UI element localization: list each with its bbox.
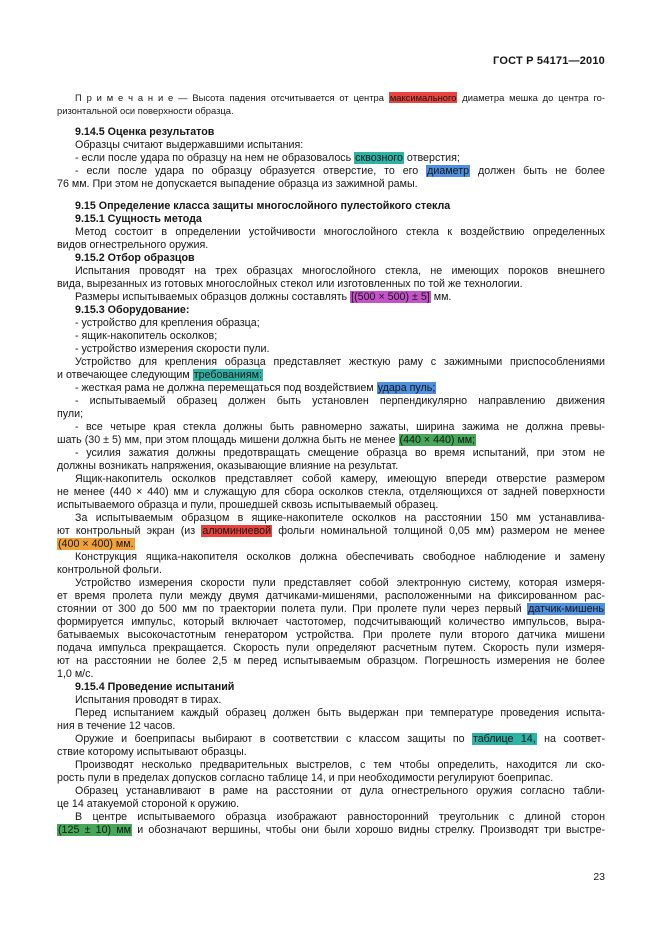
text-line bbox=[57, 421, 605, 434]
highlight-teal: требованиям: bbox=[193, 369, 262, 381]
text-line bbox=[57, 343, 605, 356]
text-segment: диаметра мешка до центра го- bbox=[457, 92, 605, 103]
highlight-red: алюминиевой bbox=[202, 525, 272, 537]
text-line bbox=[57, 239, 605, 252]
text-segment: Образец устанавливают в раме на расстоянии от дула огнестрельного оружия согласно табли- bbox=[75, 785, 605, 797]
text-line bbox=[57, 434, 605, 447]
text-line bbox=[57, 577, 605, 590]
section-heading bbox=[57, 213, 605, 226]
text-segment: 9.15.4 Проведение испытаний bbox=[75, 681, 235, 693]
page-number: 23 bbox=[593, 871, 605, 883]
text-line bbox=[57, 538, 605, 551]
text-segment: Устройство для крепления образца представляет жесткую раму с зажимными приспособлениями bbox=[75, 356, 605, 368]
text-line bbox=[57, 785, 605, 798]
text-line bbox=[57, 707, 605, 720]
text-segment: рость пули в пределах допусков согласно таблице 14, и при необходимости регулируют боеприпас. bbox=[57, 772, 554, 784]
text-segment: - устройство для крепления образца; bbox=[75, 317, 260, 329]
text-line bbox=[57, 603, 605, 616]
text-segment: пули; bbox=[57, 408, 84, 420]
text-line bbox=[57, 408, 605, 421]
text-line bbox=[57, 746, 605, 759]
text-line bbox=[57, 460, 605, 473]
text-line bbox=[57, 759, 605, 772]
text-segment: стоянии от 300 до 500 мм по траектории полета пули. При пролете пули через первый bbox=[57, 603, 528, 615]
note-line bbox=[57, 104, 605, 117]
text-segment: ют контрольный экран (из bbox=[57, 525, 202, 537]
text-line bbox=[57, 512, 605, 525]
text-line bbox=[57, 382, 605, 395]
text-line bbox=[57, 152, 605, 165]
text-line bbox=[57, 824, 605, 837]
text-segment: ризонтальной оси поверхности образца. bbox=[57, 105, 234, 116]
text-segment: - испытываемый образец должен быть установлен перпендикулярно направлению движения bbox=[75, 395, 605, 407]
text-segment: - усилия зажатия должны предотвращать смещение образца во время испытаний, при этом не bbox=[75, 447, 605, 459]
text-line bbox=[57, 165, 605, 178]
text-line bbox=[57, 473, 605, 486]
text-segment: мм. bbox=[430, 291, 452, 303]
text-segment: ния в течение 12 часов. bbox=[57, 720, 176, 732]
text-line bbox=[57, 655, 605, 668]
text-line bbox=[57, 616, 605, 629]
text-line bbox=[57, 486, 605, 499]
text-segment: Конструкция ящика-накопителя осколков должна обеспечивать свободное наблюдение и замену bbox=[75, 551, 605, 563]
text-segment: 9.15.2 Отбор образцов bbox=[75, 252, 195, 264]
text-segment: Образцы считают выдержавшими испытания: bbox=[75, 139, 304, 151]
text-segment: формируется импульс, который включает частотомер, подсчитывающий количество импульсов, выра- bbox=[57, 616, 605, 628]
highlight-blue: диаметр bbox=[427, 165, 470, 177]
text-line bbox=[57, 369, 605, 382]
text-segment: ствие которому испытывают образцы. bbox=[57, 746, 247, 758]
text-line bbox=[57, 564, 605, 577]
text-segment: испытываемого образца и пули, прошедшей сквозь испытываемый образец. bbox=[57, 499, 439, 511]
text-line bbox=[57, 551, 605, 564]
text-segment: на соответ- bbox=[536, 733, 605, 745]
text-segment: Оружие и боеприпасы выбирают в соответствии с классом защиты по bbox=[75, 733, 472, 745]
text-segment: 76 мм. При этом не допускается выпадение образца из зажимной рамы. bbox=[57, 178, 418, 190]
highlight-green: (125 ± 10) мм bbox=[58, 824, 132, 836]
text-line bbox=[57, 330, 605, 343]
section-heading bbox=[57, 681, 605, 694]
text-segment: - все четыре края стекла должны быть равномерно зажаты, ширина зажима не должна превы- bbox=[75, 421, 605, 433]
text-segment: ет время пролета пули между двумя датчиками-мишенями, расположенными на фиксированном рас- bbox=[57, 590, 605, 602]
text-segment: - если после удара по образцу образуется отверстие, то его bbox=[75, 165, 427, 177]
text-segment: фольги номинальной толщиной 0,05 мм) размером не менее bbox=[272, 525, 605, 537]
text-segment: - устройство измерения скорости пули. bbox=[75, 343, 270, 355]
text-segment: 1,0 м/с. bbox=[57, 668, 94, 680]
section-heading bbox=[57, 200, 605, 213]
highlight-blue: датчик-мишень bbox=[528, 603, 604, 615]
text-line bbox=[57, 798, 605, 811]
text-segment: Перед испытанием каждый образец должен быть выдержан при температуре проведения испыта- bbox=[75, 707, 605, 719]
highlight-blue: удара пуль; bbox=[377, 382, 436, 394]
text-segment: - жесткая рама не должна перемещаться под воздействием bbox=[75, 382, 377, 394]
text-line bbox=[57, 772, 605, 785]
text-line bbox=[57, 139, 605, 152]
text-line bbox=[57, 226, 605, 239]
text-segment: За испытываемым образцом в ящике-накопителе осколков на расстоянии 150 мм устанавлива- bbox=[75, 512, 605, 524]
text-segment: и отвечающее следующим bbox=[57, 369, 193, 381]
text-line bbox=[57, 629, 605, 642]
text-line bbox=[57, 291, 605, 304]
text-segment: це 14 атакуемой стороной к оружию. bbox=[57, 798, 240, 810]
highlight-orange: (400 × 400) мм. bbox=[58, 538, 134, 550]
text-line bbox=[57, 642, 605, 655]
text-segment: 9.15.3 Оборудование: bbox=[75, 304, 190, 316]
text-segment: 9.15 Определение класса защиты многослойного пулестойкого стекла bbox=[75, 200, 451, 212]
text-line bbox=[57, 811, 605, 824]
section-heading bbox=[57, 304, 605, 317]
text-segment: контрольной фольги. bbox=[57, 564, 162, 576]
text-line bbox=[57, 499, 605, 512]
text-line bbox=[57, 447, 605, 460]
highlight-green: (440 × 440) мм; bbox=[399, 434, 476, 446]
text-segment: - если после удара по образцу на нем не образовалось bbox=[75, 152, 355, 164]
text-line bbox=[57, 525, 605, 538]
text-line bbox=[57, 733, 605, 746]
text-segment: Испытания проводят в тирах. bbox=[75, 694, 222, 706]
text-segment: вида, вырезанных из готовых многослойных стекол или изготовленных по той же технологии. bbox=[57, 278, 523, 290]
text-segment: Ящик-накопитель осколков представляет собой камеру, имеющую впереди отверстие размером bbox=[75, 473, 605, 485]
highlight-magenta: [(500 × 500) ± 5] bbox=[351, 291, 430, 303]
text-line bbox=[57, 178, 605, 191]
highlight-red: максимального bbox=[389, 92, 457, 103]
text-segment: должны возникать напряжения, оказывающие влияние на результат. bbox=[57, 460, 399, 472]
text-segment: не менее (440 × 440) мм и служащую для сбора осколков стекла, отделяющихся от задней поверхности bbox=[57, 486, 605, 498]
text-line bbox=[57, 278, 605, 291]
section-heading bbox=[57, 126, 605, 139]
text-segment: - ящик-накопитель осколков; bbox=[75, 330, 218, 342]
text-segment: должен быть не более bbox=[470, 165, 605, 177]
text-segment: В центре испытываемого образца изображают равносторонний треугольник с длиной сторон bbox=[75, 811, 605, 823]
text-line bbox=[57, 317, 605, 330]
text-segment: отверстия; bbox=[403, 152, 460, 164]
text-segment: Производят несколько предварительных выстрелов, с тем чтобы определить, находится ли ско- bbox=[75, 759, 605, 771]
section-heading bbox=[57, 252, 605, 265]
text-segment: Испытания проводят на трех образцах многослойного стекла, не имеющих пороков внешнего bbox=[75, 265, 605, 277]
text-segment: шать (30 ± 5) мм, при этом площадь мишени должна быть не менее bbox=[57, 434, 399, 446]
text-segment: батываемых высокочастотным генератором устройства. При пролете пули второго датчика мишени bbox=[57, 629, 605, 641]
text-segment: подача импульса прекращается. Скорость пули определяют расчетным путем. Скорость пули измеря- bbox=[57, 642, 605, 654]
text-segment: 9.15.1 Сущность метода bbox=[75, 213, 202, 225]
text-segment: П р и м е ч а н и е — Высота падения отсчитывается от центра bbox=[75, 92, 389, 103]
text-segment: ют на расстоянии не более 2,5 м перед испытываемым образцом. Погрешность измерения не более bbox=[57, 655, 605, 667]
document-code: ГОСТ Р 54171—2010 bbox=[493, 55, 605, 67]
document-body bbox=[57, 91, 605, 837]
text-segment: Размеры испытываемых образцов должны составлять bbox=[75, 291, 351, 303]
text-segment: Устройство измерения скорости пули представляет собой электронную систему, которая измеря- bbox=[75, 577, 605, 589]
text-line bbox=[57, 265, 605, 278]
text-segment: Метод состоит в определении устойчивости многослойного стекла к воздействию определенных bbox=[75, 226, 605, 238]
note-line bbox=[57, 91, 605, 104]
text-line bbox=[57, 395, 605, 408]
text-line bbox=[57, 720, 605, 733]
text-segment: видов огнестрельного оружия. bbox=[57, 239, 209, 251]
text-line bbox=[57, 356, 605, 369]
highlight-teal: сквозного bbox=[355, 152, 403, 164]
text-segment: и обозначают вершины, чтобы они были хорошо видны стрелку. Производят три выстре- bbox=[132, 824, 605, 836]
text-line bbox=[57, 590, 605, 603]
text-line bbox=[57, 668, 605, 681]
text-line bbox=[57, 694, 605, 707]
text-segment: 9.14.5 Оценка результатов bbox=[75, 126, 215, 138]
highlight-teal: таблице 14, bbox=[472, 733, 536, 745]
